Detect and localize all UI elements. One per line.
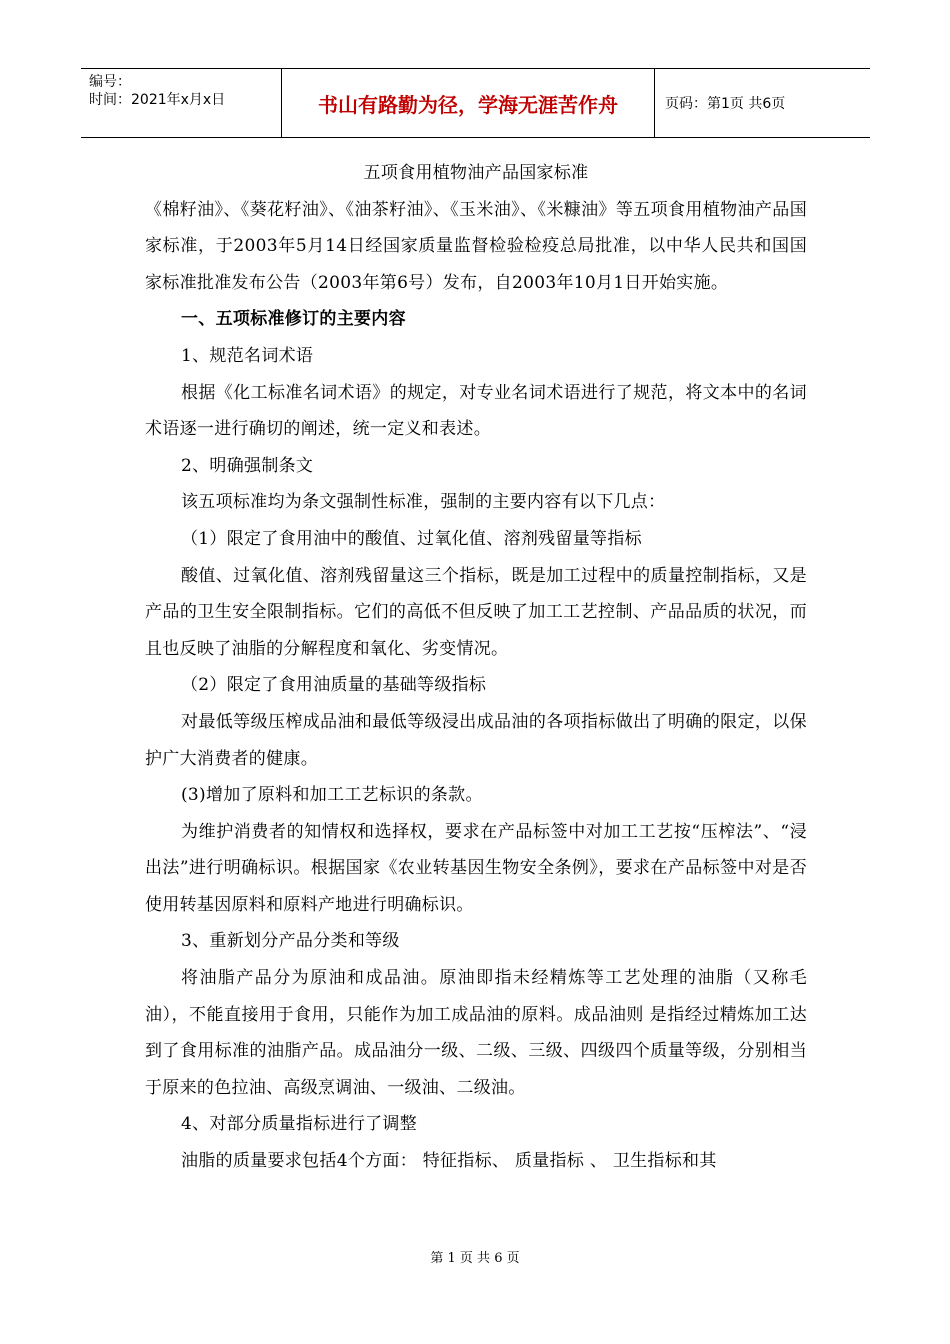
paragraph: 为维护消费者的知情权和选择权，要求在产品标签中对加工工艺按“压榨法”、“浸出法”进行明确标识。根据国家《农业转基因生物安全条例》，要求在产品标签中对是否使用转基因原料和原料产地进行明确标识。: [145, 821, 807, 915]
time-label: 时间：2021年x月x日: [89, 92, 226, 108]
list-item-heading: （2）限定了食用油质量的基础等级指标: [181, 675, 487, 696]
header-page-info: 页码：第1页 共6页: [665, 96, 786, 112]
list-item-heading: (3)增加了原料和加工工艺标识的条款。: [181, 785, 483, 806]
document-header: [81, 68, 870, 138]
number-label: 编号：: [89, 74, 131, 90]
list-item-heading: （1）限定了食用油中的酸值、过氧化值、溶剂残留量等指标: [181, 528, 642, 549]
paragraph: 对最低等级压榨成品油和最低等级浸出成品油的各项指标做出了明确的限定，以保护广大消费者的健康。: [145, 711, 807, 769]
document-title: 五项食用植物油产品国家标准: [363, 163, 589, 183]
subheading: 1、规范名词术语: [181, 345, 314, 366]
paragraph: 将油脂产品分为原油和成品油。原油即指未经精炼等工艺处理的油脂（又称毛油），不能直接用于食用，只能作为加工成品油的原料。成品油则 是指经过精炼加工达到了食用标准的油脂产品。成品油分一级、二级、三级、四级四个质量等级，分别相当于原来的色拉油、高级烹调油、一级油、二级油。: [145, 968, 807, 1098]
paragraph: 油脂的质量要求包括4个方面： 特征指标、 质量指标 、 卫生指标和其: [181, 1151, 717, 1172]
intro-paragraph: 《棉籽油》、《葵花籽油》、《油茶籽油》、《玉米油》、《米糠油》等五项食用植物油产品国家标准，于2003年5月14日经国家质量监督检验检疫总局批准，以中华人民共和国国家标准批准发布公告（2003年第6号）发布，自2003年10月1日开始实施。: [145, 199, 807, 293]
paragraph: 酸值、过氧化值、溶剂残留量这三个指标，既是加工过程中的质量控制指标，又是产品的卫生安全限制指标。它们的高低不但反映了加工工艺控制、产品品质的状况，而且也反映了油脂的分解程度和氧化、劣变情况。: [145, 565, 807, 659]
paragraph: 根据《化工标准名词术语》的规定，对专业名词术语进行了规范，将文本中的名词术语逐一进行确切的阐述，统一定义和表述。: [145, 382, 807, 440]
subheading: 4、对部分质量指标进行了调整: [181, 1114, 418, 1135]
subheading: 2、明确强制条文: [181, 455, 314, 476]
subheading: 3、重新划分产品分类和等级: [181, 931, 400, 952]
header-motto: 书山有路勤为径，学海无涯苦作舟: [281, 69, 655, 137]
header-meta: [81, 69, 281, 137]
document-body: [145, 155, 807, 1180]
paragraph: 该五项标准均为条文强制性标准，强制的主要内容有以下几点：: [181, 492, 666, 513]
section-heading: 一、五项标准修订的主要内容: [181, 309, 406, 330]
page-footer: 第 1 页 共 6 页: [430, 1251, 520, 1266]
